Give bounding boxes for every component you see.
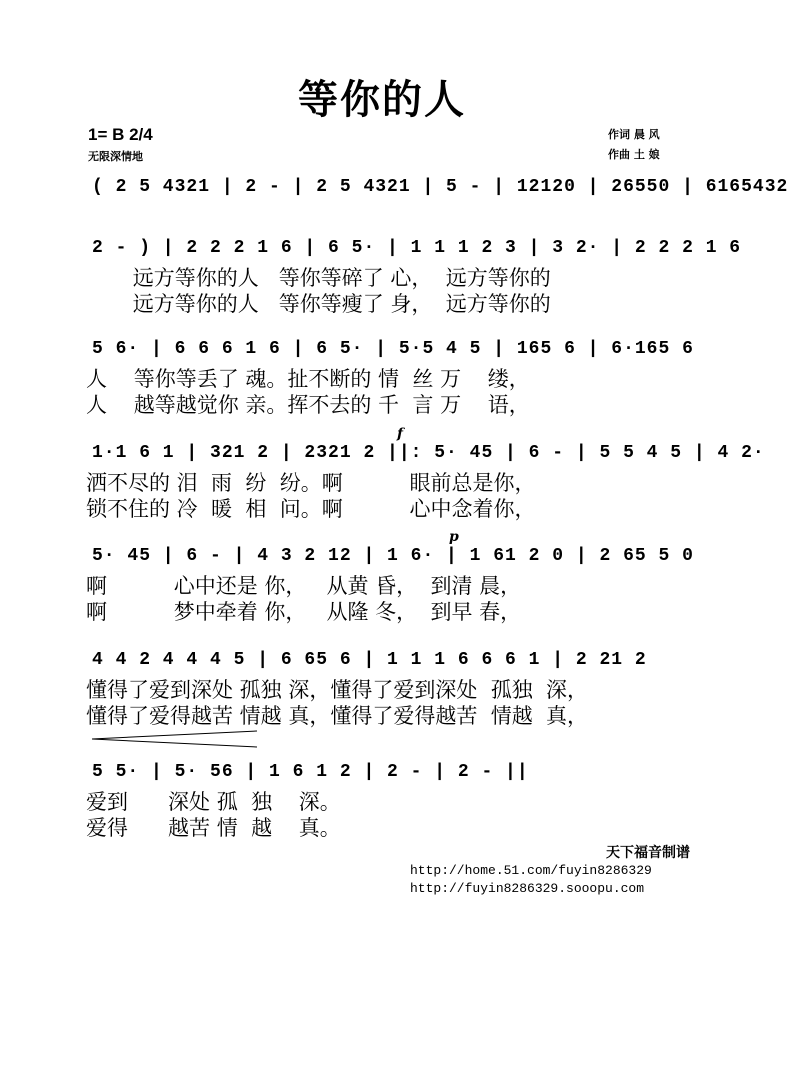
composer-credit: 作曲 土 娘 xyxy=(608,148,660,161)
notes: ( 2 5 4321 | 2 - | 2 5 4321 | 5 - | 12120 | 26550 | 6165432 xyxy=(92,177,788,197)
lyric-verse-2: 远方等你的人 等你等瘦了 身， 远方等你的 xyxy=(86,292,551,316)
score-system-2 xyxy=(86,231,742,317)
melody-line xyxy=(86,436,765,470)
lyric-verse-2: 人 越等越觉你 亲。挥不去的 千 言 万 语， xyxy=(86,393,530,417)
notes: 5 6· | 6 6 6 1 6 | 6 5· | 5·5 4 5 | 165 6 | 6·165 6 xyxy=(92,339,694,359)
lyric-verse-1: 人 等你等丢了 魂。扯不断的 情 丝 万 缕， xyxy=(86,367,530,391)
notes: 4 4 2 4 4 4 5 | 6 65 6 | 1 1 1 6 6 6 1 | 2 21 2 xyxy=(92,650,647,670)
melody-line xyxy=(86,170,788,204)
score-system-1 xyxy=(86,170,788,204)
melody-line xyxy=(86,539,694,573)
score-system-4 xyxy=(86,436,765,522)
lyric-verse-1: 爱到 深处 孤 独 深。 xyxy=(86,790,341,814)
score-system-6 xyxy=(86,643,686,729)
page-title: 等你的人 xyxy=(298,77,466,123)
melody-line xyxy=(86,643,686,677)
url-link-2[interactable]: http://fuyin8286329.sooopu.com xyxy=(410,881,645,896)
lyric-verse-2: 啊 梦中牵着 你， 从隆 冬， 到早 春， xyxy=(86,600,522,624)
lyric-verse-2: 爱得 越苦 情 越 真。 xyxy=(86,816,341,840)
studio-name: 天下福音制谱 xyxy=(606,845,690,861)
notes: 1·1 6 1 | 321 2 | 2321 2 ||: 5· 45 | 6 - | 5 5 4 5 | 4 2· xyxy=(92,443,765,463)
lyric-verse-1: 洒不尽的 泪 雨 纷 纷。啊 眼前总是你， xyxy=(86,471,536,495)
score-system-7 xyxy=(86,755,686,841)
notes: 2 - ) | 2 2 2 1 6 | 6 5· | 1 1 1 2 3 | 3 2· | 2 2 2 1 6 xyxy=(92,238,742,258)
melody-line xyxy=(86,231,742,265)
lyric-verse-1: 懂得了爱到深处 孤独 深，懂得了爱到深处 孤独 深， xyxy=(86,678,589,702)
tempo-marking: 无限深情地 xyxy=(88,150,143,163)
notes: 5· 45 | 6 - | 4 3 2 12 | 1 6· | 1 61 2 0 | 2 65 5 0 xyxy=(92,546,694,566)
melody-line xyxy=(86,332,694,366)
dynamic-forte: f xyxy=(397,426,404,442)
lyricist-credit: 作词 晨 风 xyxy=(608,128,660,141)
decrescendo-hairpin xyxy=(92,730,262,748)
dynamic-piano: p xyxy=(449,529,459,545)
footer xyxy=(410,842,690,898)
lyric-verse-1: 啊 心中还是 你， 从黄 昏， 到清 晨， xyxy=(86,574,522,598)
url-link-1[interactable]: http://home.51.com/fuyin8286329 xyxy=(410,863,652,878)
score-system-3 xyxy=(86,332,694,418)
lyric-verse-1: 远方等你的人 等你等碎了 心， 远方等你的 xyxy=(86,266,551,290)
lyric-verse-2: 懂得了爱得越苦 情越 真，懂得了爱得越苦 情越 真， xyxy=(86,704,589,728)
score-system-5 xyxy=(86,539,694,625)
lyric-verse-2: 锁不住的 冷 暖 相 问。啊 心中念着你， xyxy=(86,497,536,521)
melody-line xyxy=(86,755,686,789)
key-signature: 1= B 2/4 xyxy=(88,125,153,144)
notes: 5 5· | 5· 56 | 1 6 1 2 | 2 - | 2 - || xyxy=(92,762,529,782)
